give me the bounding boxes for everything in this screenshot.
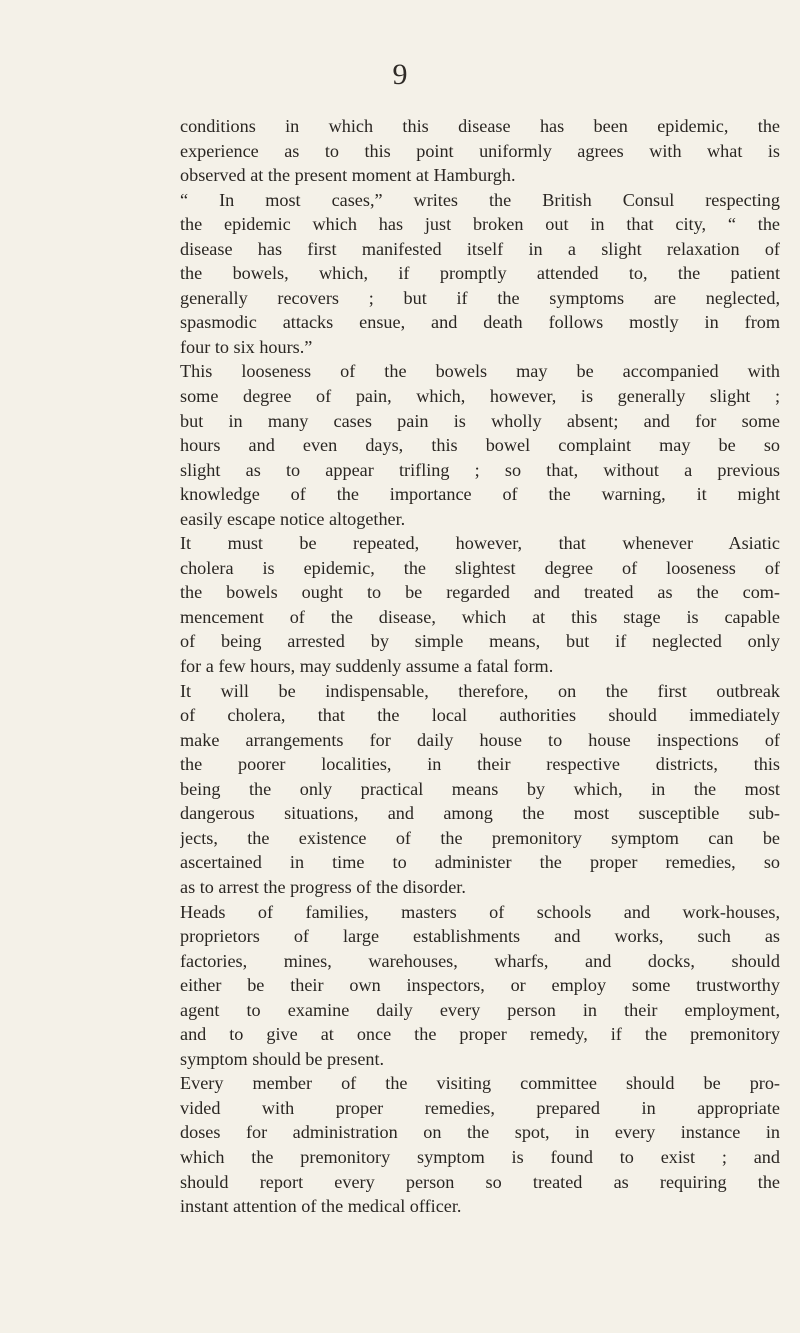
text-line: make arrangements for daily house to house inspections of xyxy=(180,729,780,750)
text-line: It will be indispensable, therefore, on the first outbreak xyxy=(180,680,780,701)
text-line: jects, the existence of the premonitory symptom can be xyxy=(180,827,780,848)
text-line: as to arrest the progress of the disorder. xyxy=(180,876,466,897)
text-line: Every member of the visiting committee should be pro- xyxy=(180,1073,780,1094)
text-line: factories, mines, warehouses, wharfs, and docks, should xyxy=(180,950,780,971)
text-line: being the only practical means by which, in the most xyxy=(180,778,780,799)
text-line: dangerous situations, and among the most susceptible sub- xyxy=(180,803,780,824)
page-number: 9 xyxy=(392,58,408,91)
text-line: should report every person so treated as requiring the xyxy=(180,1171,780,1192)
text-line: ascertained in time to administer the proper remedies, so xyxy=(180,852,780,873)
text-line: observed at the present moment at Hamburgh. xyxy=(180,165,516,186)
text-line: the bowels ought to be regarded and treated as the com- xyxy=(180,582,780,603)
text-line: for a few hours, may suddenly assume a fatal form. xyxy=(180,656,554,677)
text-line: It must be repeated, however, that whenever Asiatic xyxy=(180,533,780,554)
text-line: of cholera, that the local authorities should immediately xyxy=(180,705,780,726)
text-line: knowledge of the importance of the warning, it might xyxy=(180,484,780,505)
text-line: some degree of pain, which, however, is generally slight ; xyxy=(180,386,780,407)
text-line: “ In most cases,” writes the British Consul respecting xyxy=(180,189,780,210)
text-line: symptom should be present. xyxy=(180,1048,385,1069)
body-text xyxy=(180,114,780,1219)
text-line: slight as to appear trifling ; so that, without a previous xyxy=(180,459,780,480)
text-line: agent to examine daily every person in their employment, xyxy=(180,999,780,1020)
text-line: This looseness of the bowels may be accompanied with xyxy=(180,361,780,382)
text-line: mencement of the disease, which at this stage is capable xyxy=(180,606,780,627)
text-line: conditions in which this disease has been epidemic, the xyxy=(180,116,780,136)
text-line: of being arrested by simple means, but if neglected only xyxy=(180,631,780,652)
text-line: doses for administration on the spot, in every instance in xyxy=(180,1122,780,1143)
text-line: the bowels, which, if promptly attended to, the patient xyxy=(180,263,780,284)
text-line: and to give at once the proper remedy, if the premonitory xyxy=(180,1024,780,1045)
text-line: either be their own inspectors, or employ some trustworthy xyxy=(180,975,780,996)
text-line: experience as to this point uniformly agrees with what is xyxy=(180,140,780,161)
text-line: disease has first manifested itself in a slight relaxation of xyxy=(180,238,780,259)
text-line: which the premonitory symptom is found to exist ; and xyxy=(180,1146,780,1167)
text-line: the poorer localities, in their respective districts, this xyxy=(180,754,780,775)
text-line: vided with proper remedies, prepared in appropriate xyxy=(180,1097,780,1118)
text-line: Heads of families, masters of schools and work-houses, xyxy=(180,901,780,922)
text-line: cholera is epidemic, the slightest degree of looseness of xyxy=(180,557,780,578)
text-line: but in many cases pain is wholly absent; and for some xyxy=(180,410,780,431)
text-line: instant attention of the medical officer. xyxy=(180,1196,462,1217)
text-line: four to six hours.” xyxy=(180,336,313,357)
text-line: hours and even days, this bowel complaint may be so xyxy=(180,435,780,456)
text-line: spasmodic attacks ensue, and death follows mostly in from xyxy=(180,312,780,333)
text-line: easily escape notice altogether. xyxy=(180,508,406,529)
text-line: proprietors of large establishments and works, such as xyxy=(180,926,780,947)
text-line: generally recovers ; but if the symptoms are neglected, xyxy=(180,287,780,308)
text-line: the epidemic which has just broken out in that city, “ the xyxy=(180,214,780,235)
